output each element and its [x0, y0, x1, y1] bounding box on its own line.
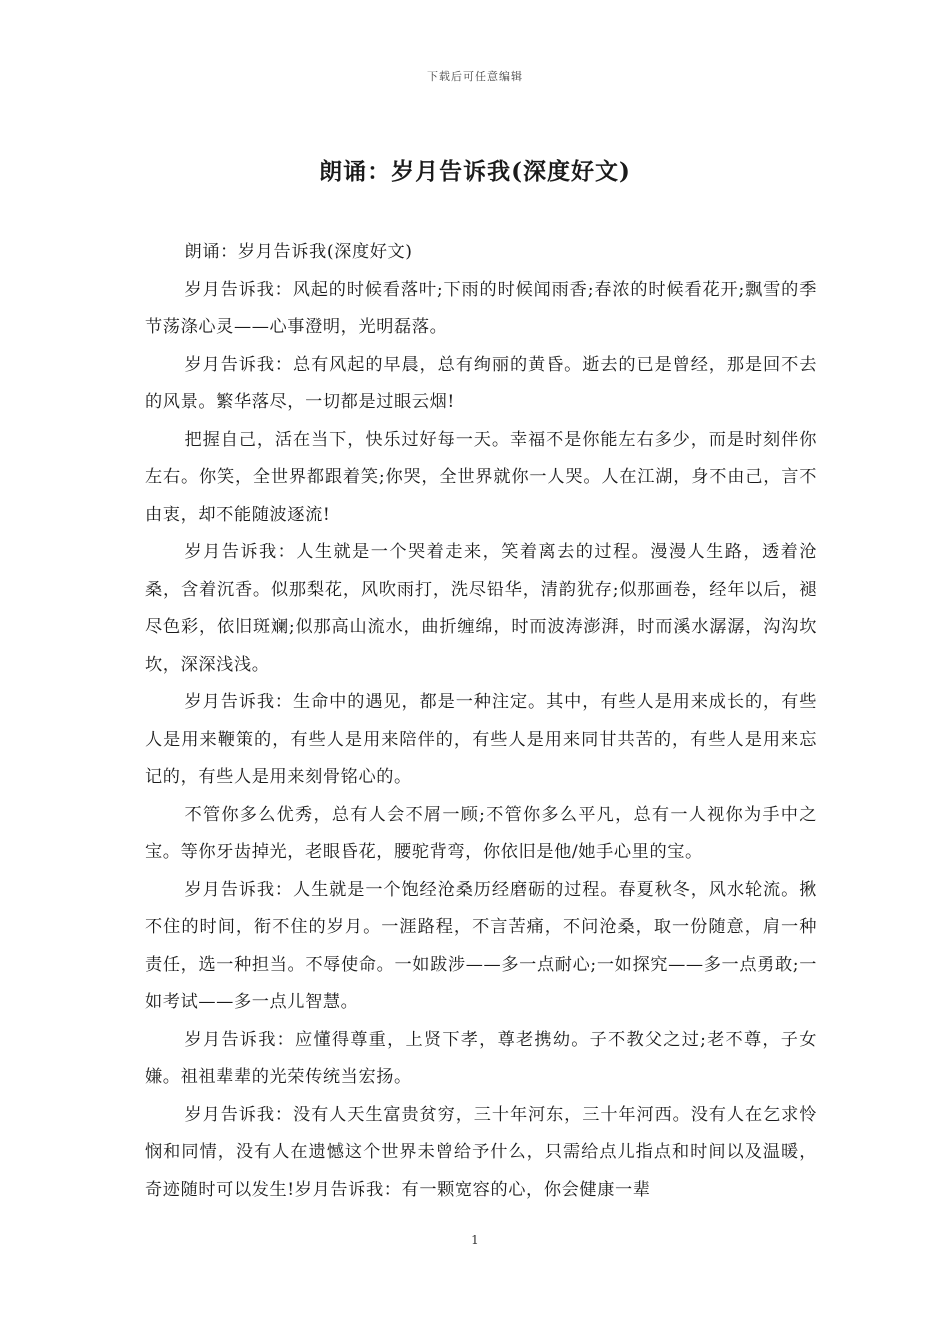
paragraph: 岁月告诉我：人生就是一个哭着走来，笑着离去的过程。漫漫人生路，透着沧桑，含着沉香。似那梨花，风吹雨打，洗尽铅华，清韵犹存;似那画卷，经年以后，褪尽色彩，依旧斑斓;似那高山流水，曲折缠绵，时而波涛澎湃，时而溪水潺潺，沟沟坎坎，深深浅浅。 [145, 542, 817, 675]
paragraph: 岁月告诉我：生命中的遇见，都是一种注定。其中，有些人是用来成长的，有些人是用来鞭策的，有些人是用来陪伴的，有些人是用来同甘共苦的，有些人是用来忘记的，有些人是用来刻骨铭心的。 [145, 692, 817, 787]
paragraph: 朗诵：岁月告诉我(深度好文) [184, 242, 413, 262]
page-header-note: 下载后可任意编辑 [427, 70, 523, 83]
paragraph: 岁月告诉我：风起的时候看落叶;下雨的时候闻雨香;春浓的时候看花开;飘雪的季节荡涤心灵——心事澄明，光明磊落。 [145, 279, 817, 337]
document-title: 朗诵：岁月告诉我(深度好文) [319, 158, 631, 185]
paragraph: 岁月告诉我：没有人天生富贵贫穷，三十年河东，三十年河西。没有人在乞求怜悯和同情，没有人在遗憾这个世界未曾给予什么，只需给点儿指点和时间以及温暖，奇迹随时可以发生!岁月告诉我：有一颗宽容的心，你会健康一辈 [145, 1104, 817, 1200]
paragraph: 把握自己，活在当下，快乐过好每一天。幸福不是你能左右多少，而是时刻伴你左右。你笑，全世界都跟着笑;你哭，全世界就你一人哭。人在江湖，身不由己，言不由衷，却不能随波逐流! [145, 429, 817, 525]
page-number: 1 [471, 1233, 479, 1247]
paragraph: 岁月告诉我：应懂得尊重，上贤下孝，尊老携幼。子不教父之过;老不尊，子女嫌。祖祖辈辈的光荣传统当宏扬。 [145, 1029, 817, 1087]
document-body [145, 234, 817, 1209]
paragraph: 不管你多么优秀，总有人会不屑一顾;不管你多么平凡，总有一人视你为手中之宝。等你牙齿掉光，老眼昏花，腰驼背弯，你依旧是他/她手心里的宝。 [145, 804, 817, 862]
paragraph: 岁月告诉我：总有风起的早晨，总有绚丽的黄昏。逝去的已是曾经，那是回不去的风景。繁华落尽，一切都是过眼云烟! [145, 354, 817, 412]
paragraph: 岁月告诉我：人生就是一个饱经沧桑历经磨砺的过程。春夏秋冬，风水轮流。揪不住的时间，衔不住的岁月。一涯路程，不言苦痛，不问沧桑，取一份随意，肩一种责任，选一种担当。不辱使命。一如跋涉——多一点耐心;一如探究——多一点勇敢;一如考试——多一点儿智慧。 [145, 879, 817, 1012]
